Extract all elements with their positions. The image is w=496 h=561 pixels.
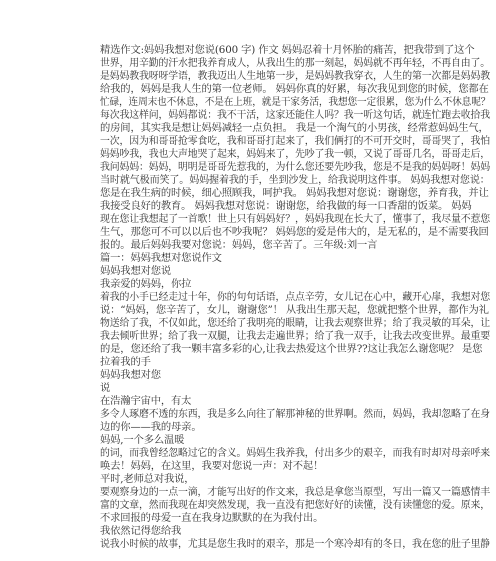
text-line: 说 bbox=[100, 382, 111, 394]
text-line: 生气，那您可不可以以后也不吵我呢？ 妈妈您的爱是伟大的，是无私的，是不需要我回 bbox=[100, 226, 489, 238]
text-line: 要观察身边的一点一滴，才能写出好的作文来，我总是拿您当原型，写出一篇又一篇感情丰 bbox=[100, 486, 491, 498]
essay-title: 妈妈我想对您说 bbox=[100, 265, 172, 277]
text-line: 妈妈,一个多么温暖 bbox=[100, 434, 185, 446]
text-line: 妈妈吵我，我也大声地哭了起来，妈妈来了，先吵了我一顿，又说了哥哥几名，哥哥走后， bbox=[100, 148, 491, 160]
text-line: 一次，因为和哥哥抢零食吃，我和哥哥打起来了，我们俩打的不可开交时，哥哥哭了，我怕 bbox=[100, 135, 491, 147]
text-line: 着我的小手已经走过十年，你的句句话语，点点辛劳，女儿记在心中，藏开心扉，我想对您 bbox=[100, 291, 491, 303]
text-line: 拉着我的手 bbox=[100, 356, 151, 368]
text-line: 的房间，其实我是想让妈妈减轻一点负担。 我是一个淘气的小男孩，经常惹妈妈生气， bbox=[100, 122, 489, 134]
section-heading: 篇一：妈妈我想对您说作文 bbox=[100, 252, 222, 264]
text-line: 不求回报的母爱一直在我身边默默的在为我付出。 bbox=[100, 512, 324, 524]
text-line: 富的文章，然而我现在却突然发现，我一直没有把您好好的读懂，没有读懂您的爱。原来， bbox=[100, 499, 491, 511]
text-line: 的是，您还给了我一颗丰富多彩的心,让我去热爱这个世界??这让我怎么谢您呢？ 是您 bbox=[100, 343, 483, 355]
text-line: 多令人琢磨不透的东西，我是多么向往了解那神秘的世界啊。然而，妈妈，我却忽略了在身 bbox=[100, 408, 491, 420]
text-line: 精选作文:妈妈我想对您说(600 字) 作文 妈妈忍着十月怀胎的痛苦，把我带到了这个 bbox=[100, 44, 475, 56]
text-line: 我接受良好的教育。 妈妈我想对您说：谢谢您，给我做的每一口香甜的饭菜。 妈妈 bbox=[100, 200, 472, 212]
text-line: 忙碌，连周末也不休息，不是在上班，就是干家务活，我想您一定很累，您为什么不休息呢？ bbox=[100, 96, 491, 108]
text-line: 平时,老师总对我说， bbox=[100, 473, 195, 485]
text-line: 边的你——我的母亲。 bbox=[100, 421, 202, 433]
text-line: 您是在我生病的时候，细心照顾我，呵护我。 妈妈我想对您说：谢谢您，养育我，并让 bbox=[100, 187, 489, 199]
text-line: 给我的，妈妈是我人生的第一位老师。 妈妈你真的好累，每次我见到您的时候，您都在 bbox=[100, 83, 489, 95]
text-line: 世界，用辛勤的汗水把我养育成人，从我出生的那一刻起，妈妈就不再年轻，不再自由了。 bbox=[100, 57, 491, 69]
text-line: 当时就气极而笑了。妈妈握着我的手，坐到沙发上，给我说明这件事。 妈妈我想对您说： bbox=[100, 174, 490, 186]
text-line: 报的。最后妈妈我要对您说：妈妈，您辛苦了。三年级:刘一言 bbox=[100, 239, 378, 251]
text-line: 唤去！妈妈，在这里，我要对您说一声：对不起！ bbox=[100, 460, 324, 472]
text-line: 我亲爱的妈妈，你拉 bbox=[100, 278, 192, 290]
text-line: 我去倾听世界；给了我一双腿，让我去走遍世界；给了我一双手，让我去改变世界。最重要 bbox=[100, 330, 491, 342]
text-line: 在浩瀚宇宙中，有太 bbox=[100, 395, 192, 407]
text-line: 说我小时候的故事，尤其是您生我时的艰辛，那是一个寒冷却有的冬日，我在您的肚子里静 bbox=[100, 538, 491, 550]
essay-title: 妈妈我想对您 bbox=[100, 369, 161, 381]
text-line: 是妈妈教我呀呀学语，教我迈出人生地第一步，是妈妈教我穿衣，人生的第一次都是妈妈教 bbox=[100, 70, 491, 82]
text-line: 说：“妈妈，您辛苦了，女儿，谢谢您”！ 从我出生那天起，您就把整个世界，都作为礼 bbox=[100, 304, 489, 316]
text-line: 我问妈妈：妈妈，明明是哥哥先惹我的，为什么您还要先吵我，您是不是我的妈妈呀！妈妈 bbox=[100, 161, 491, 173]
text-line: 现在您让我想起了一首歌！世上只有妈妈好？，妈妈我现在长大了，懂事了，我尽量不惹您 bbox=[100, 213, 491, 225]
text-line: 我依然记得您给我 bbox=[100, 525, 182, 537]
text-line: 物送给了我，不仅如此，您还给了我明亮的眼睛，让我去观察世界；给了我灵敏的耳朵，让 bbox=[100, 317, 491, 329]
text-line: 每次我这样问，妈妈都说：我不干活，这家还能住人吗？我一听这句话，就连忙跑去收拾我 bbox=[100, 109, 491, 121]
text-line: 的词，而我曾经忽略过它的含义。妈妈生我养我，付出多少的艰辛，而我有时却对母亲呼来 bbox=[100, 447, 491, 459]
